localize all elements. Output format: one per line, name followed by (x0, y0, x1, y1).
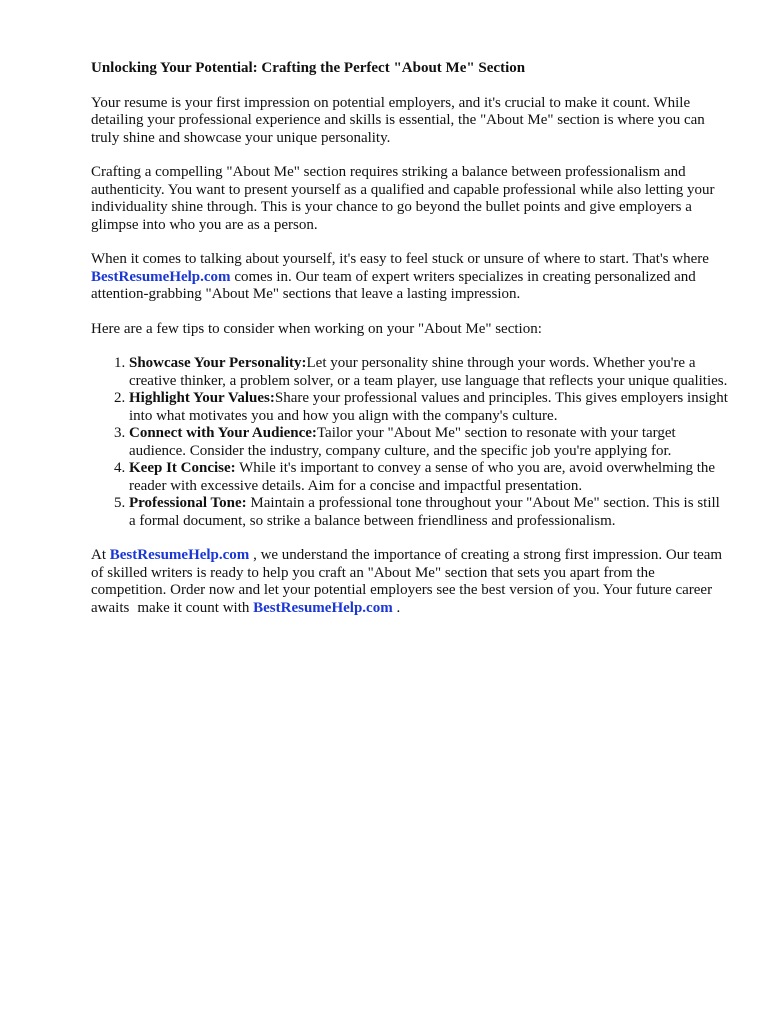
tip-heading: Highlight Your Values: (129, 390, 275, 406)
tip-text: Let your personality shine through your words. Whether you're a creative thinker, a problem solver, or a team player, use language that reflects your unique qualities. (129, 355, 728, 389)
list-item (129, 495, 728, 530)
list-item (129, 390, 728, 425)
tip-text: Tailor your "About Me" section to resonate with your target audience. Consider the industry, company culture, and the specific job you're applying for. (129, 425, 676, 459)
page-title: Unlocking Your Potential: Crafting the Perfect "About Me" Section (91, 60, 526, 76)
tips-list (91, 355, 728, 530)
bestresumehelp-link[interactable]: BestResumeHelp.com (253, 599, 393, 616)
tip-heading: Showcase Your Personality: (129, 355, 307, 371)
tip-text: While it's important to convey a sense of who you are, avoid overwhelming the reader with excessive details. Aim for a concise and impactful presentation. (129, 460, 716, 494)
stuck-text-after: comes in. Our team of expert writers specializes in creating personalized and attention-grabbing "About Me" sections that leave a lasting impression. (91, 268, 696, 302)
list-item (129, 460, 728, 495)
list-item (129, 425, 728, 460)
closing-tail: make it count with (137, 599, 254, 616)
stuck-paragraph (91, 251, 728, 304)
tips-intro: Here are a few tips to consider when working on your "About Me" section: (91, 320, 542, 337)
balance-paragraph: Crafting a compelling "About Me" section requires striking a balance between professionalism and authenticity. You want to present yourself as a qualified and capable professional while also letting your individuality shine through. This is your chance to go beyond the bullet points and give employers a glimpse into who you are as a person. (91, 164, 715, 233)
tip-heading: Keep It Concise: (129, 460, 236, 476)
tip-text: Maintain a professional tone throughout your "About Me" section. This is still a formal document, so strike a balance between friendliness and professionalism. (129, 495, 720, 529)
closing-middle: , we understand the importance of creating a strong first impression. Our team of skilled writers is ready to help you craft an "About Me" section that sets you apart from the competition. Order now and let your potential employers see the best version of you. Your future career awaits (91, 547, 723, 616)
list-item (129, 355, 728, 390)
closing-at: At (91, 547, 110, 563)
bestresumehelp-link[interactable]: BestResumeHelp.com (109, 547, 250, 563)
stuck-text-before: When it comes to talking about yourself, it's easy to feel stuck or unsure of where to start. That's where (91, 251, 709, 267)
closing-paragraph (91, 547, 728, 617)
tip-heading: Professional Tone: (129, 495, 247, 511)
closing-end: . (392, 599, 401, 616)
intro-paragraph: Your resume is your first impression on potential employers, and it's crucial to make it count. While detailing your professional experience and skills is essential, the "About Me" section is where you can truly shine and showcase your unique personality. (91, 94, 705, 146)
tip-text: Share your professional values and principles. This gives employers insight into what motivates you and how you align with the company's culture. (129, 390, 728, 424)
tip-heading: Connect with Your Audience: (129, 425, 317, 441)
bestresumehelp-link[interactable]: BestResumeHelp.com (91, 268, 231, 285)
